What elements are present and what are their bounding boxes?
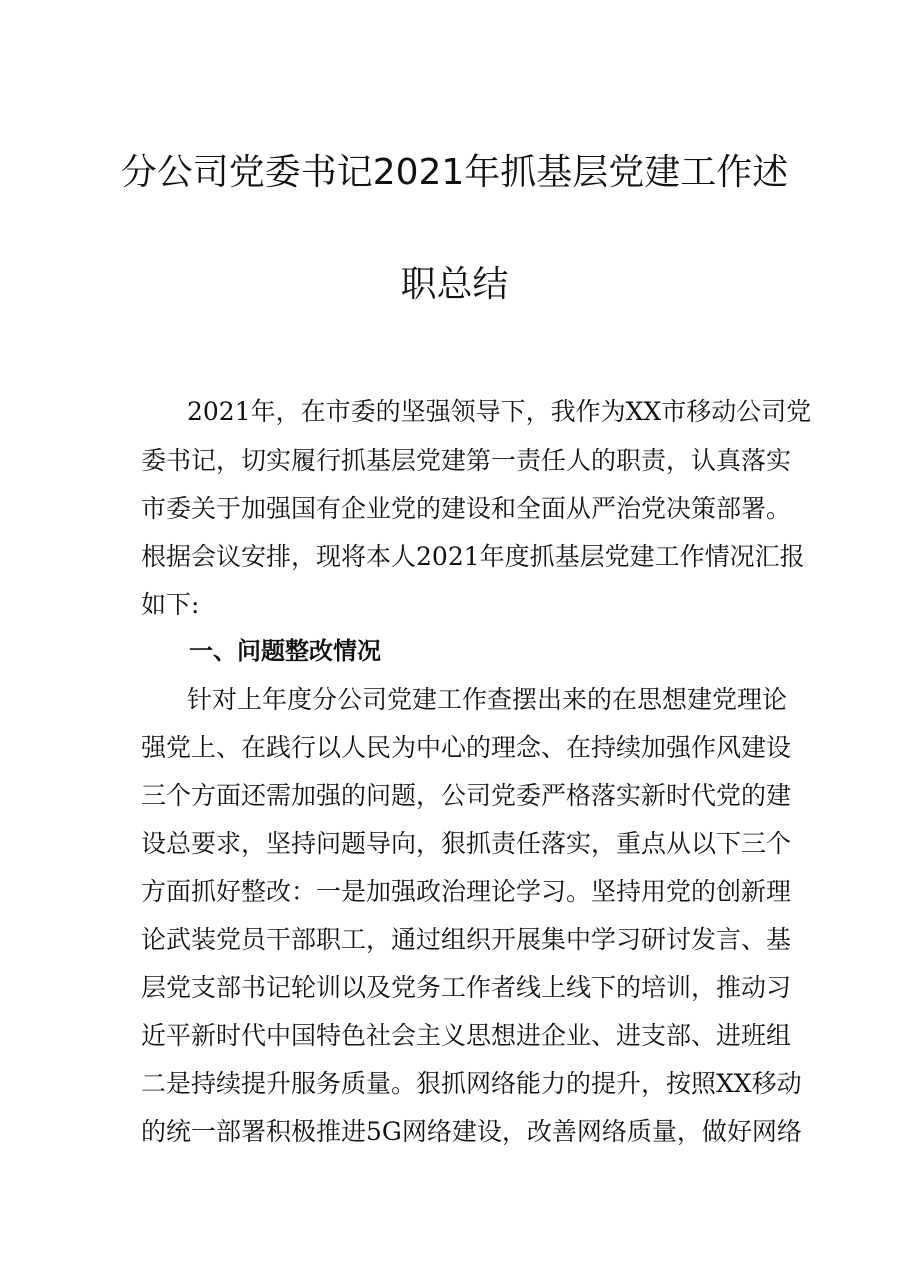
paragraph-2-line-10: 的统一部署积极推进5G网络建设，改善网络质量，做好网络 [141, 1117, 802, 1146]
paragraph-1-line-5: 如下: [141, 590, 200, 619]
paragraph-2-line-1: 针对上年度分公司党建工作查摆出来的在思想建党理论 [187, 685, 788, 714]
paragraph-2-line-8: 近平新时代中国特色社会主义思想进企业、进支部、进班组 [141, 1021, 792, 1050]
paragraph-2-line-4: 设总要求，坚持问题导向，狠抓责任落实，重点从以下三个 [141, 829, 792, 858]
section-1-heading: 一、问题整改情况 [189, 637, 381, 665]
paragraph-2-line-6: 论武装党员干部职工，通过组织开展集中学习研讨发言、基 [141, 925, 792, 954]
paragraph-2-line-3: 三个方面还需加强的问题，公司党委严格落实新时代党的建 [141, 781, 792, 810]
paragraph-2-line-9: 二是持续提升服务质量。狠抓网络能力的提升，按照XX移动 [141, 1069, 802, 1098]
document-title-line-2: 职总结 [400, 264, 509, 305]
paragraph-1-line-2: 委书记，切实履行抓基层党建第一责任人的职责，认真落实 [141, 446, 792, 475]
paragraph-1-line-4: 根据会议安排，现将本人2021年度抓基层党建工作情况汇报 [141, 542, 805, 571]
paragraph-2-line-5: 方面抓好整改：一是加强政治理论学习。坚持用党的创新理 [141, 877, 792, 906]
paragraph-1-line-1: 2021年，在市委的坚强领导下，我作为XX市移动公司党 [187, 397, 812, 426]
paragraph-1-line-3: 市委关于加强国有企业党的建设和全面从严治党决策部署。 [141, 494, 792, 523]
paragraph-2-line-7: 层党支部书记轮训以及党务工作者线上线下的培训，推动习 [141, 973, 792, 1002]
document-body [141, 0, 812, 1286]
document-title-line-1: 分公司党委书记2021年抓基层党建工作述 [120, 152, 789, 193]
paragraph-2-line-2: 强党上、在践行以人民为中心的理念、在持续加强作风建设 [141, 733, 792, 762]
